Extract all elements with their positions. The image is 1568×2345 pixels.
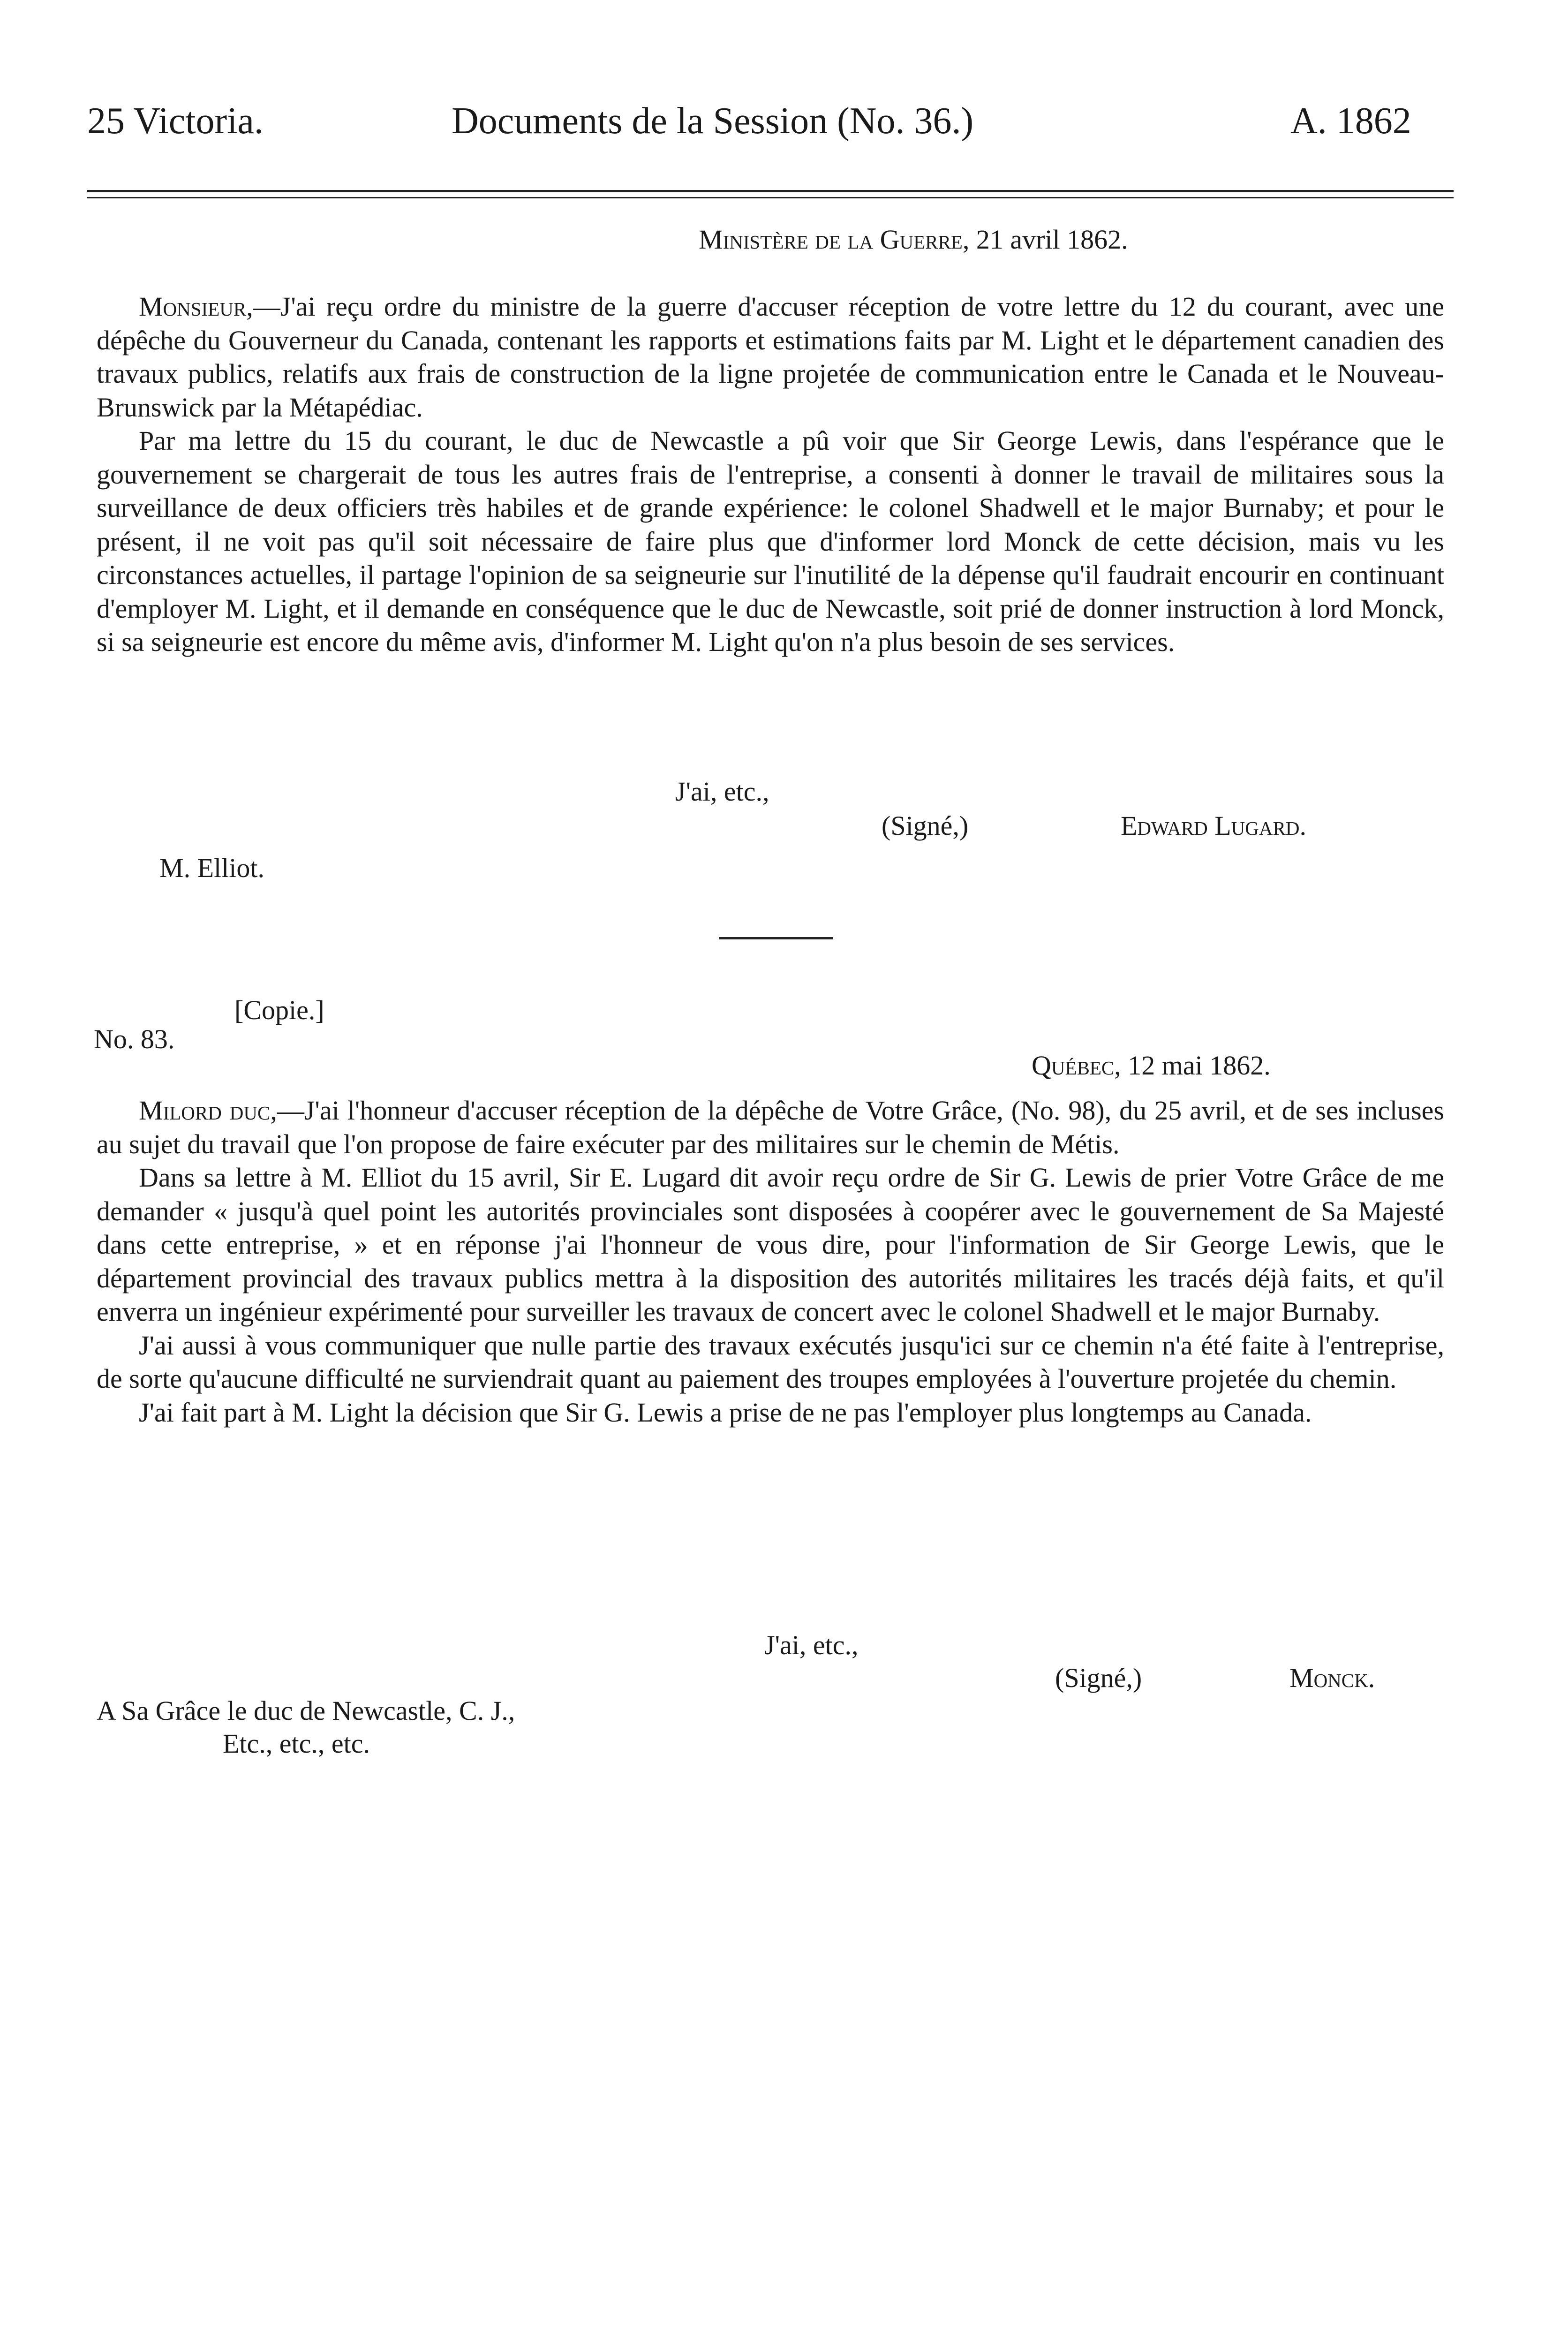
letter1-salutation: Monsieur <box>139 291 247 322</box>
letter2-signatory: Monck. <box>1289 1663 1375 1693</box>
letter2-paragraph: J'ai aussi à vous communiquer que nulle partie des travaux exécutés jusqu'ici sur ce chemin n'a été faite à l'entreprise, de sorte qu'aucune difficulté ne surviendrait quant au paiement des troupes employées à l'ouverture projetée du chemin. <box>97 1330 1444 1394</box>
letter2-paragraph: Dans sa lettre à M. Elliot du 15 avril, Sir E. Lugard dit avoir reçu ordre de Sir G. Lewis de prier Votre Grâce de me demander « jusqu'à quel point les autorités provinciales sont disposées à coopérer avec le gouvernement de Sa Majesté dans cette entreprise, » et en réponse j'ai l'honneur de vous dire, pour l'information de Sir George Lewis, que le département provincial des travaux publics mettra à la disposition des autorités militaires les tracés déjà faits, et qu'il enverra un ingénieur expérimenté pour surveiller les travaux de concert avec le colonel Shadwell et le major Burnaby. <box>97 1162 1444 1327</box>
header-rule-thick <box>87 190 1454 192</box>
letter1-closing: J'ai, etc., <box>675 776 769 807</box>
section-divider <box>719 937 833 939</box>
letter2-signed: (Signé,) <box>1055 1663 1142 1693</box>
letter2-closing: J'ai, etc., <box>764 1630 859 1660</box>
letter1-signatory: Edward Lugard. <box>1121 810 1306 841</box>
letter2-copy-label: [Copie.] <box>234 995 324 1025</box>
header-left: 25 Victoria. <box>87 100 264 142</box>
letter1-paragraph: Par ma lettre du 15 du courant, le duc de Newcastle a pû voir que Sir George Lewis, dans l'espérance que le gouvernement se chargerait de tous les autres frais de l'entreprise, a consenti à donner le travail de militaires sous la surveillance de deux officiers très habiles et de grande expérience: le colonel Shadwell et le major Burnaby; et pour le présent, il ne voit pas qu'il soit nécessaire de faire plus que d'informer lord Monck de cette décision, mais vu les circonstances actuelles, il partage l'opinion de sa seigneurie sur l'inutilité de la dépense qu'il faudrait encourir en continuant d'employer M. Light, et il demande en conséquence que le duc de Newcastle, soit prié de donner instruction à lord Monck, si sa seigneurie est encore du même avis, d'informer M. Light qu'on n'a plus besoin de ses services. <box>97 425 1444 657</box>
letter2-salutation: Milord duc <box>139 1095 271 1126</box>
letter2-dateline-date: , 12 mai 1862. <box>1114 1050 1271 1081</box>
letter2-paragraph: J'ai fait part à M. Light la décision que Sir G. Lewis a prise de ne pas l'employer plus longtemps au Canada. <box>139 1397 1312 1428</box>
letter1-signed: (Signé,) <box>882 810 969 841</box>
letter2-addressee-line1: A Sa Grâce le duc de Newcastle, C. J., <box>97 1695 515 1726</box>
letter2-number: No. 83. <box>94 1024 175 1054</box>
letter2-dateline-place: Québec <box>1032 1050 1115 1081</box>
header-center: Documents de la Session (No. 36.) <box>452 100 974 142</box>
letter2-body <box>97 1094 1444 1429</box>
letter2-paragraph: Milord duc,—J'ai l'honneur d'accuser réception de la dépêche de Votre Grâce, (No. 98), du 25 avril, et de ses incluses au sujet du travail que l'on propose de faire exécuter par des militaires sur le chemin de Métis. <box>97 1095 1444 1159</box>
letter2-addressee-line2: Etc., etc., etc. <box>223 1728 370 1759</box>
letter2-dateline <box>1032 1049 1271 1082</box>
letter1-dateline-place: Ministère de la Guerre <box>699 224 963 255</box>
letter1-addressee: M. Elliot. <box>159 853 264 883</box>
letter1-body <box>97 290 1444 659</box>
letter1-paragraph: Monsieur,—J'ai reçu ordre du ministre de la guerre d'accuser réception de votre lettre du 12 du courant, avec une dépêche du Gouverneur du Canada, contenant les rapports et estimations faits par M. Light et le département canadien des travaux publics, relatifs aux frais de construction de la ligne projetée de communication entre le Canada et le Nouveau-Brunswick par la Métapédiac. <box>97 291 1444 423</box>
letter1-dateline <box>699 223 1128 256</box>
header-rule-thin <box>87 197 1454 198</box>
letter1-dateline-date: , 21 avril 1862. <box>962 224 1128 255</box>
header-right: A. 1862 <box>1290 100 1411 142</box>
